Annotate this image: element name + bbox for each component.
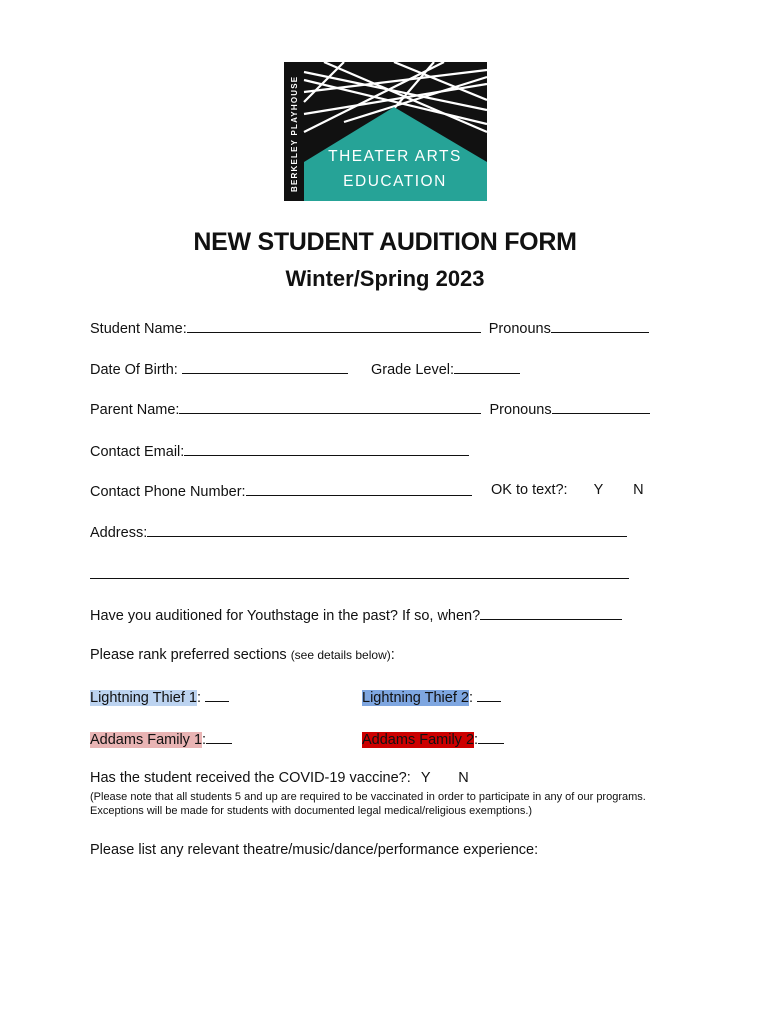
pronouns-label-1: Pronouns [488,321,551,337]
phone-label: Contact Phone Number: [90,484,246,500]
section-af1-label: Addams Family 1 [90,732,203,748]
experience-row [90,841,538,859]
phone-row [90,481,472,501]
form-subtitle: Winter/Spring 2023 [285,266,485,291]
section-lt1-rank[interactable] [205,687,229,702]
section-lt1-row: Lightning Thief 1: [90,687,229,707]
section-lt2-label: Lightning Thief 2 [362,690,469,706]
section-af2-rank[interactable] [478,729,504,744]
ok-text-no[interactable]: N [633,482,644,498]
logo-org-text: BERKELEY PLAYHOUSE [290,75,299,192]
dob-field[interactable] [182,359,348,374]
parent-name-row [90,399,650,419]
section-af2-row: Addams Family 2: [362,729,504,749]
email-label: Contact Email: [90,444,185,460]
auditioned-field[interactable] [480,605,622,620]
address-row [90,522,627,542]
email-field[interactable] [184,441,469,456]
covid-note [90,790,646,818]
auditioned-label: Have you auditioned for Youthstage in the past? If so, when? [90,608,481,624]
covid-yes[interactable]: Y [420,770,431,786]
covid-note-line-1: (Please note that all students 5 and up are required to be vaccinated in order to participate in any of our programs. [90,791,646,803]
section-lt1-label: Lightning Thief 1 [90,690,197,706]
phone-field[interactable] [246,481,472,496]
student-name-label: Student Name: [90,321,187,337]
grade-row [371,359,520,379]
rank-row [90,646,395,664]
berkeley-playhouse-logo [284,62,487,201]
grade-field[interactable] [454,359,520,374]
ok-text-label: OK to text?: [491,482,568,498]
student-name-field[interactable] [187,318,481,333]
grade-label: Grade Level: [371,362,455,378]
address-field-2[interactable] [90,564,629,579]
section-af1-row: Addams Family 1: [90,729,232,749]
student-name-row [90,318,649,338]
address-label: Address: [90,525,148,541]
section-lt2-row: Lightning Thief 2: [362,687,501,707]
logo-line1: THEATER ARTS [328,148,462,165]
covid-label: Has the student received the COVID-19 vaccine?: [90,770,411,786]
section-af2-label: Addams Family 2 [362,732,475,748]
pronouns-label-2: Pronouns [489,402,552,418]
form-title: NEW STUDENT AUDITION FORM [193,228,577,256]
covid-row [90,769,469,787]
logo-line2: EDUCATION [343,173,447,190]
pronouns-field-1[interactable] [551,318,649,333]
parent-name-field[interactable] [179,399,481,414]
ok-text-yes[interactable]: Y [593,482,604,498]
ok-text-row [491,481,644,499]
covid-note-line-2: Exceptions will be made for students with documented legal medical/religious exemptions.) [90,805,533,817]
section-af1-rank[interactable] [206,729,232,744]
auditioned-row [90,605,622,625]
rank-colon: : [390,647,395,663]
dob-label: Date Of Birth: [90,362,178,378]
experience-label: Please list any relevant theatre/music/dance/performance experience: [90,842,539,858]
section-lt2-rank[interactable] [477,687,501,702]
dob-row [90,359,348,379]
parent-name-label: Parent Name: [90,402,180,418]
rank-label: Please rank preferred sections [90,647,287,663]
rank-note: (see details below) [290,648,391,662]
address-field-1[interactable] [147,522,627,537]
email-row [90,441,469,461]
pronouns-field-2[interactable] [552,399,650,414]
covid-no[interactable]: N [458,770,469,786]
address-row-2 [90,564,629,584]
